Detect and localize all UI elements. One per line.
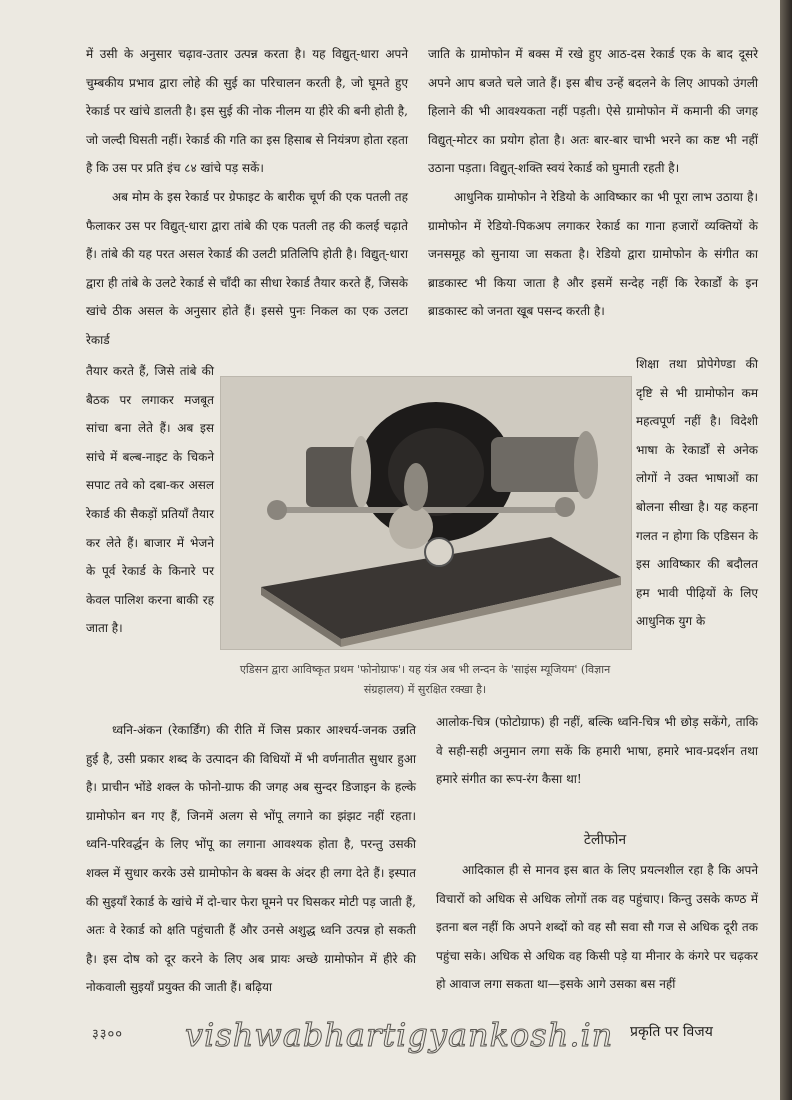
running-head: प्रकृति पर विजय xyxy=(630,1024,713,1040)
page-edge-shadow xyxy=(780,0,792,1100)
watermark: vishwabhartigyankosh.in xyxy=(185,1016,614,1054)
paragraph: आलोक-चित्र (फोटोग्राफ) ही नहीं, बल्कि ध्वनि-चित्र भी छोड़ सकेंगे, ताकि वे सही-सही अनुमान लगा सकें कि हमारी भाषा, हमारे भाव-प्रदर्शन तथा हमारे संगीत का रूप-रंग कैसा था! xyxy=(436,715,758,787)
left-column-top xyxy=(86,40,408,355)
paragraph: आधुनिक ग्रामोफोन ने रेडियो के आविष्कार का भी पूरा लाभ उठाया है। ग्रामोफोन में रेडियो-पिकअप लगाकर रेकार्ड का गाना हजारों व्यक्तियों के जनसमूह को सुनाया जा सकता है। रेडियो द्वारा ग्रामोफोन के संगीत का ब्राडकास्ट भी किया जाता है और इसमें सन्देह नहीं कि रेकार्डों के इन ब्राडकास्ट को जनता खूब पसन्द करती है। xyxy=(428,189,758,319)
section-body xyxy=(436,856,758,999)
page-number: ३३०० xyxy=(92,1027,124,1042)
left-column-bottom xyxy=(86,716,416,1002)
right-column-top xyxy=(428,40,758,326)
paragraph: में उसी के अनुसार चढ़ाव-उतार उत्पन्न करता है। यह विद्युत्-धारा अपने चुम्बकीय प्रभाव द्वारा लोहे की सुई का परिचालन करती है, जो घूमते हुए रेकार्ड पर खांचे डालती है। इस सुई की नोक नीलम या हीरे की बनी होती है, जो जल्दी घिसती नहीं। रेकार्ड की गति का इस हिसाब से नियंत्रण होता रहता है कि उस पर प्रति इंच ८४ खांचे पड़ सकें। xyxy=(86,47,408,176)
paragraph: अब मोम के इस रेकार्ड पर ग्रेफाइट के बारीक चूर्ण की एक पतली तह फैलाकर उस पर विद्युत्-धारा द्वारा तांबे की एक पतली तह की कलई चढ़ाते हैं। तांबे की यह परत असल रेकार्ड की उलटी प्रतिलिपि होती है। विद्युत्-धारा द्वारा ही तांबे के उलटे रेकार्ड से चाँदी का सीधा रेकार्ड तैयार करते हैं, जिसके खांचे ठीक असल के अनुसार होते हैं। इससे पुनः निकल का एक उलटा रेकार्ड xyxy=(86,189,408,347)
right-column-bottom xyxy=(436,708,758,794)
paragraph: जाति के ग्रामोफोन में बक्स में रखे हुए आठ-दस रेकार्ड एक के बाद दूसरे अपने आप बजते चले जाते हैं। इस बीच उन्हें बदलने के लिए आपको उंगली हिलाने की भी आवश्यकता नहीं पड़ती। ऐसे ग्रामोफोन में कमानी की जगह विद्युत्-मोटर का प्रयोग होता है। अतः बार-बार चाभी भरने का कष्ट भी नहीं उठाना पड़ता। विद्युत्-शक्ति स्वयं रेकार्ड को घुमाती रहती है। xyxy=(428,47,758,176)
paragraph: शिक्षा तथा प्रोपेगेण्डा की दृष्टि से भी ग्रामोफोन कम महत्वपूर्ण नहीं है। विदेशी भाषा के रेकार्डों से अनेक लोगों ने उक्त भाषाओं का बोलना सीखा है। यह कहना गलत न होगा कि एडिसन के इस आविष्कार की बदौलत हम भावी पीढ़ियों के लिए आधुनिक युग के xyxy=(636,357,758,629)
paragraph: ध्वनि-अंकन (रेकार्डिंग) की रीति में जिस प्रकार आश्चर्य-जनक उन्नति हुई है, उसी प्रकार शब्द के उत्पादन की विधियों में भी वर्णनातीत सुधार हुआ है। प्राचीन भोंडे शक्ल के फोनो-ग्राफ की जगह अब सुन्दर डिजाइन के हल्के ग्रामोफोन बन गए हैं, जिनमें अलग से भोंपू लगाने का झंझट नहीं रहता। ध्वनि-परिवर्द्धन के लिए भोंपू का लगाना आवश्यक होता है, परन्तु उसकी शक्ल में सुधार करके उसे ग्रामोफोन के बक्स के अंदर ही लगा देते हैं। इस्पात की सुइयाँ रेकार्ड के खांचे में दो-चार फेरा घूमने पर घिसकर मोटी पड़ जाती हैं, अतः वे रेकार्ड को क्षति पहुंचाती हैं और उनसे अशुद्ध ध्वनि उत्पन्न हो सकती है। इस दोष को दूर करने के लिए अब प्रायः अच्छे ग्रामोफोन में हीरे की नोकवाली सुइयाँ प्रयुक्त की जाती हैं। बढ़िया xyxy=(86,723,416,995)
paragraph: आदिकाल ही से मानव इस बात के लिए प्रयत्नशील रहा है कि अपने विचारों को अधिक से अधिक लोगों तक वह पहुंचाए। किन्तु उसके कण्ठ में इतना बल नहीं कि अपने शब्दों को वह सौ सवा सौ गज से अधिक दूरी तक पहुंचा सके। अधिक से अधिक वह किसी पड़े या मीनार के कंगरे पर चढ़कर हो आवाज लगा सकता था—इसके आगे उसका बस नहीं xyxy=(436,863,758,992)
paragraph: तैयार करते हैं, जिसे तांबे की बैठक पर लगाकर मजबूत सांचा बना लेते हैं। अब इस सांचे में बल्ब-नाइट के चिकने सपाट तवे को दबा-कर असल रेकार्ड की सैकड़ों प्रतियाँ तैयार कर लेते हैं। बाजार में भेजने के पूर्व रेकार्ड के किनारे पर केवल पालिश करना बाकी रह जाता है। xyxy=(86,364,214,636)
section-heading: टेलीफोन xyxy=(583,832,627,848)
phonograph-photo xyxy=(220,376,632,650)
right-column-narrow xyxy=(636,350,758,636)
figure-caption: एडिसन द्वारा आविष्कृत प्रथम 'फोनोग्राफ'। यह यंत्र अब भी लन्दन के 'साइंस म्यूजियम' (विज्ञान संग्रहालय) में सुरक्षित रक्खा है। xyxy=(239,663,611,696)
phonograph-illustration xyxy=(221,377,631,649)
left-column-narrow xyxy=(86,357,214,643)
